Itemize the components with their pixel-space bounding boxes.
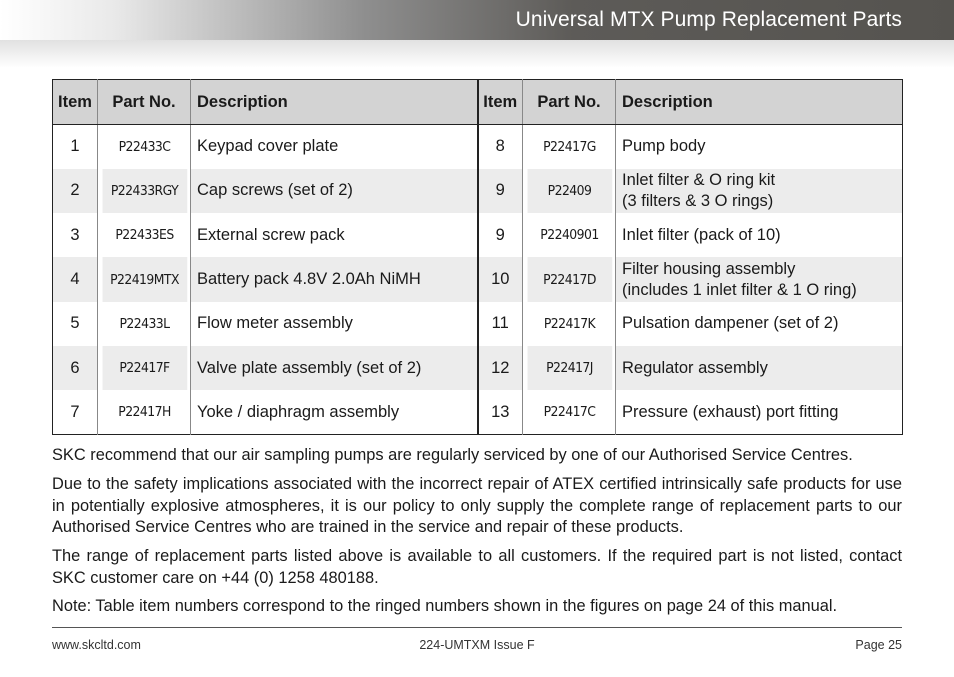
part-description: Pressure (exhaust) port fitting	[622, 402, 839, 421]
table-row	[53, 302, 903, 346]
part-description: Yoke / diaphragm assembly	[191, 390, 478, 434]
part-number: P22433L	[101, 302, 187, 346]
part-description: Pump body	[622, 137, 706, 156]
table-row	[53, 346, 903, 390]
item-number: 9	[478, 213, 523, 257]
part-number: P2240901	[526, 213, 612, 257]
item-number: 12	[478, 346, 523, 390]
part-description: Keypad cover plate	[191, 125, 478, 169]
item-number: 13	[478, 390, 523, 434]
header-description: Description	[616, 80, 903, 125]
item-number: 4	[53, 257, 98, 301]
part-number: P22433C	[101, 125, 187, 169]
item-number: 3	[53, 213, 98, 257]
table-row	[53, 213, 903, 257]
header-part-no: Part No.	[98, 80, 191, 125]
header-description: Description	[191, 80, 478, 125]
footer-page-number: Page 25	[855, 638, 902, 652]
header-part-no: Part No.	[523, 80, 616, 125]
part-number: P22417D	[526, 257, 612, 301]
table-row	[53, 257, 903, 301]
part-description: External screw pack	[191, 213, 478, 257]
table-row	[53, 125, 903, 169]
item-number: 9	[478, 169, 523, 213]
footer-website-link[interactable]: www.skcltd.com	[52, 638, 141, 652]
availability-paragraph: The range of replacement parts listed above is available to all customers. If the required part is not listed, contact SKC customer care on +44 (0) 1258 480188.	[52, 547, 902, 587]
item-number: 5	[53, 302, 98, 346]
part-description: Battery pack 4.8V 2.0Ah NiMH	[191, 257, 478, 301]
part-number: P22417H	[101, 390, 187, 434]
header-item: Item	[53, 80, 98, 125]
part-description: Flow meter assembly	[191, 302, 478, 346]
item-number: 1	[53, 125, 98, 169]
item-number: 7	[53, 390, 98, 434]
parts-table	[52, 79, 903, 435]
note-paragraph: Note: Table item numbers correspond to the ringed numbers shown in the figures on page 24 of this manual.	[52, 597, 838, 615]
part-description: Inlet filter & O ring kit (3 filters & 3 O rings)	[616, 169, 903, 213]
footer-document-id: 224-UMTXM Issue F	[419, 638, 535, 652]
table-row	[53, 169, 903, 213]
header-shadow	[0, 40, 954, 68]
part-number: P22433ES	[101, 213, 187, 257]
page-title: Universal MTX Pump Replacement Parts	[515, 8, 902, 31]
part-number: P22417F	[101, 346, 187, 390]
atex-policy-paragraph: Due to the safety implications associated with the incorrect repair of ATEX certified intrinsically safe products for use in potentially explosive atmospheres, it is our policy to only supply the complete range of replacement parts to our Authorised Service Centres who are trained in the service and repair of these products.	[52, 475, 902, 536]
part-description: Valve plate assembly (set of 2)	[191, 346, 478, 390]
part-description: Filter housing assembly (includes 1 inlet filter & 1 O ring)	[616, 257, 903, 301]
part-number: P22417G	[526, 125, 612, 169]
part-number: P22409	[526, 169, 612, 213]
item-number: 11	[478, 302, 523, 346]
part-description: Cap screws (set of 2)	[191, 169, 478, 213]
service-recommendation-paragraph: SKC recommend that our air sampling pumps are regularly serviced by one of our Authorised Service Centres.	[52, 446, 853, 464]
item-number: 6	[53, 346, 98, 390]
part-number: P22417K	[526, 302, 612, 346]
part-number: P22417J	[526, 346, 612, 390]
item-number: 2	[53, 169, 98, 213]
part-description: Regulator assembly	[616, 346, 903, 390]
part-number: P22433RGY	[101, 169, 187, 213]
table-header-row	[53, 80, 903, 125]
table-row	[53, 390, 903, 434]
header-item: Item	[478, 80, 523, 125]
item-number: 8	[478, 125, 523, 169]
part-number: P22419MTX	[101, 257, 187, 301]
part-description: Inlet filter (pack of 10)	[622, 225, 781, 244]
footer-divider	[52, 627, 902, 628]
part-number: P22417C	[526, 390, 612, 434]
part-description: Pulsation dampener (set of 2)	[622, 314, 839, 333]
item-number: 10	[478, 257, 523, 301]
